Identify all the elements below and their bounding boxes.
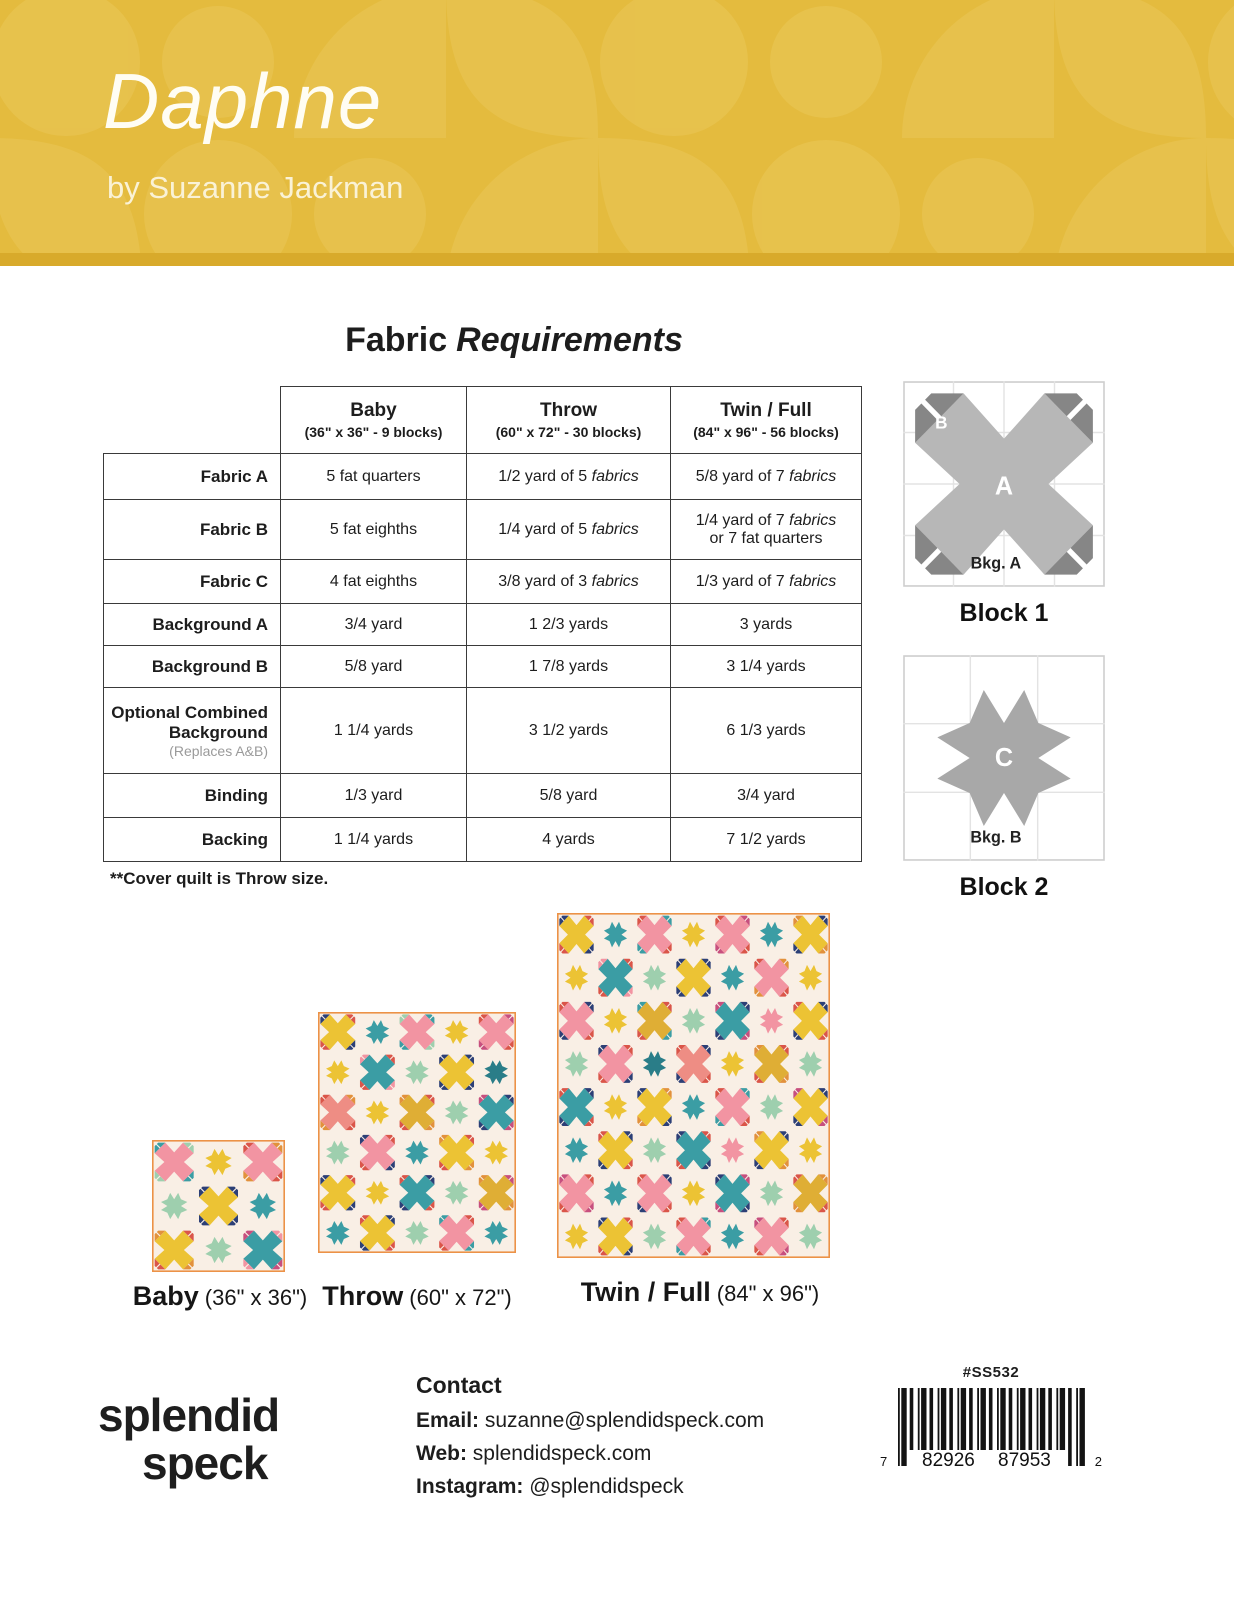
byline: by Suzanne Jackman bbox=[107, 170, 404, 205]
row-label: Background A bbox=[104, 604, 281, 646]
logo-line2: speck bbox=[142, 1437, 268, 1489]
row-label: Fabric C bbox=[104, 560, 281, 604]
section-title-part1: Fabric bbox=[345, 321, 448, 359]
quilt-preview-twin-full bbox=[557, 913, 830, 1263]
barcode-block bbox=[880, 1364, 1102, 1471]
header-bottom-strip bbox=[0, 253, 1234, 266]
block-1-diagram bbox=[903, 381, 1105, 587]
table-cell: 3/4 yard bbox=[671, 774, 862, 818]
table-cell: 3 1/4 yards bbox=[671, 646, 862, 688]
table-cell: 1 2/3 yards bbox=[467, 604, 671, 646]
contact-heading: Contact bbox=[416, 1372, 502, 1398]
table-row bbox=[104, 560, 862, 604]
col-header-baby bbox=[281, 387, 467, 454]
col-name: Throw bbox=[540, 400, 597, 421]
block-2-diagram bbox=[903, 655, 1105, 861]
svg-text:Bkg. B: Bkg. B bbox=[970, 828, 1022, 847]
contact-line: Instagram: @splendidspeck bbox=[416, 1475, 684, 1498]
col-subtitle: (84" x 96" - 56 blocks) bbox=[693, 424, 839, 440]
row-label: Fabric B bbox=[104, 500, 281, 560]
table-cell: 5 fat quarters bbox=[281, 454, 467, 500]
row-label: Optional Combined Background (Replaces A&B) bbox=[104, 688, 281, 774]
table-cell: 1/4 yard of 5 fabrics bbox=[467, 500, 671, 560]
contact-block bbox=[416, 1372, 816, 1508]
barcode bbox=[880, 1387, 1102, 1471]
fabric-table bbox=[103, 386, 862, 862]
table-row bbox=[104, 774, 862, 818]
table-row bbox=[104, 688, 862, 774]
table-cell: 1/2 yard of 5 fabrics bbox=[467, 454, 671, 500]
contact-line: Web: splendidspeck.com bbox=[416, 1442, 652, 1465]
table-cell: 3 1/2 yards bbox=[467, 688, 671, 774]
table-cell: 1/3 yard bbox=[281, 774, 467, 818]
table-cell: 1 7/8 yards bbox=[467, 646, 671, 688]
quilt-label-twin-full bbox=[535, 1277, 865, 1308]
col-name: Baby bbox=[350, 400, 397, 421]
table-cell: 3/8 yard of 3 fabrics bbox=[467, 560, 671, 604]
svg-text:A: A bbox=[994, 472, 1014, 501]
sku-number: #SS532 bbox=[962, 1364, 1020, 1381]
table-cell: 5/8 yard of 7 fabrics bbox=[671, 454, 862, 500]
table-cell: 1 1/4 yards bbox=[281, 688, 467, 774]
table-row bbox=[104, 604, 862, 646]
svg-text:C: C bbox=[994, 744, 1014, 773]
page-title: Daphne bbox=[103, 57, 383, 145]
block-2-figure bbox=[903, 655, 1105, 902]
contact-line: Email: suzanne@splendidspeck.com bbox=[416, 1409, 765, 1432]
table-cell: 1/3 yard of 7 fabrics bbox=[671, 560, 862, 604]
section-title bbox=[135, 321, 893, 360]
header-banner bbox=[0, 0, 1234, 266]
table-cell: 1 1/4 yards bbox=[281, 818, 467, 862]
table-footnote: **Cover quilt is Throw size. bbox=[110, 869, 329, 888]
contact-lines bbox=[416, 1409, 816, 1499]
table-cell: 4 yards bbox=[467, 818, 671, 862]
quilt-name: Twin / Full bbox=[580, 1277, 711, 1307]
quilt-name: Throw bbox=[322, 1281, 404, 1311]
quilt-name: Baby bbox=[132, 1281, 199, 1311]
quilt-dims: (60" x 72") bbox=[409, 1285, 512, 1310]
barcode-digit-group: 87953 bbox=[994, 1450, 1055, 1472]
table-corner-cell bbox=[104, 387, 281, 454]
splendid-speck-logo bbox=[98, 1389, 280, 1489]
quilt-label-throw bbox=[297, 1281, 537, 1312]
table-row bbox=[104, 646, 862, 688]
col-name: Twin / Full bbox=[720, 400, 812, 421]
col-header-twin-full bbox=[671, 387, 862, 454]
block-1-figure bbox=[903, 381, 1105, 628]
col-header-throw bbox=[467, 387, 671, 454]
table-row bbox=[104, 454, 862, 500]
table-row bbox=[104, 818, 862, 862]
col-subtitle: (36" x 36" - 9 blocks) bbox=[304, 424, 443, 440]
table-cell: 7 1/2 yards bbox=[671, 818, 862, 862]
row-label: Backing bbox=[104, 818, 281, 862]
barcode-digit-group: 82926 bbox=[918, 1450, 979, 1472]
table-cell: 6 1/3 yards bbox=[671, 688, 862, 774]
quilt-preview-throw bbox=[318, 1012, 516, 1258]
table-cell: 5 fat eighths bbox=[281, 500, 467, 560]
barcode-digit: 2 bbox=[1094, 1454, 1102, 1469]
logo-line1: splendid bbox=[98, 1389, 280, 1441]
table-cell: 1/4 yard of 7 fabrics or 7 fat quarters bbox=[671, 500, 862, 560]
quilt-preview-baby bbox=[152, 1140, 285, 1277]
table-cell: 3/4 yard bbox=[281, 604, 467, 646]
col-subtitle: (60" x 72" - 30 blocks) bbox=[495, 424, 642, 440]
barcode-digit: 7 bbox=[880, 1454, 888, 1469]
row-label: Fabric A bbox=[104, 454, 281, 500]
table-cell: 5/8 yard bbox=[467, 774, 671, 818]
row-label: Background B bbox=[104, 646, 281, 688]
svg-text:B: B bbox=[935, 412, 948, 433]
svg-text:Bkg. A: Bkg. A bbox=[970, 554, 1022, 573]
block-2-caption: Block 2 bbox=[959, 873, 1049, 901]
table-row bbox=[104, 500, 862, 560]
quilt-dims: (36" x 36") bbox=[204, 1285, 308, 1310]
table-cell: 4 fat eighths bbox=[281, 560, 467, 604]
table-cell: 3 yards bbox=[671, 604, 862, 646]
section-title-part2: Requirements bbox=[456, 321, 683, 359]
block-1-caption: Block 1 bbox=[959, 599, 1049, 627]
table-cell: 5/8 yard bbox=[281, 646, 467, 688]
fabric-requirements-table bbox=[103, 386, 862, 862]
quilt-dims: (84" x 96") bbox=[716, 1281, 820, 1306]
row-label: Binding bbox=[104, 774, 281, 818]
